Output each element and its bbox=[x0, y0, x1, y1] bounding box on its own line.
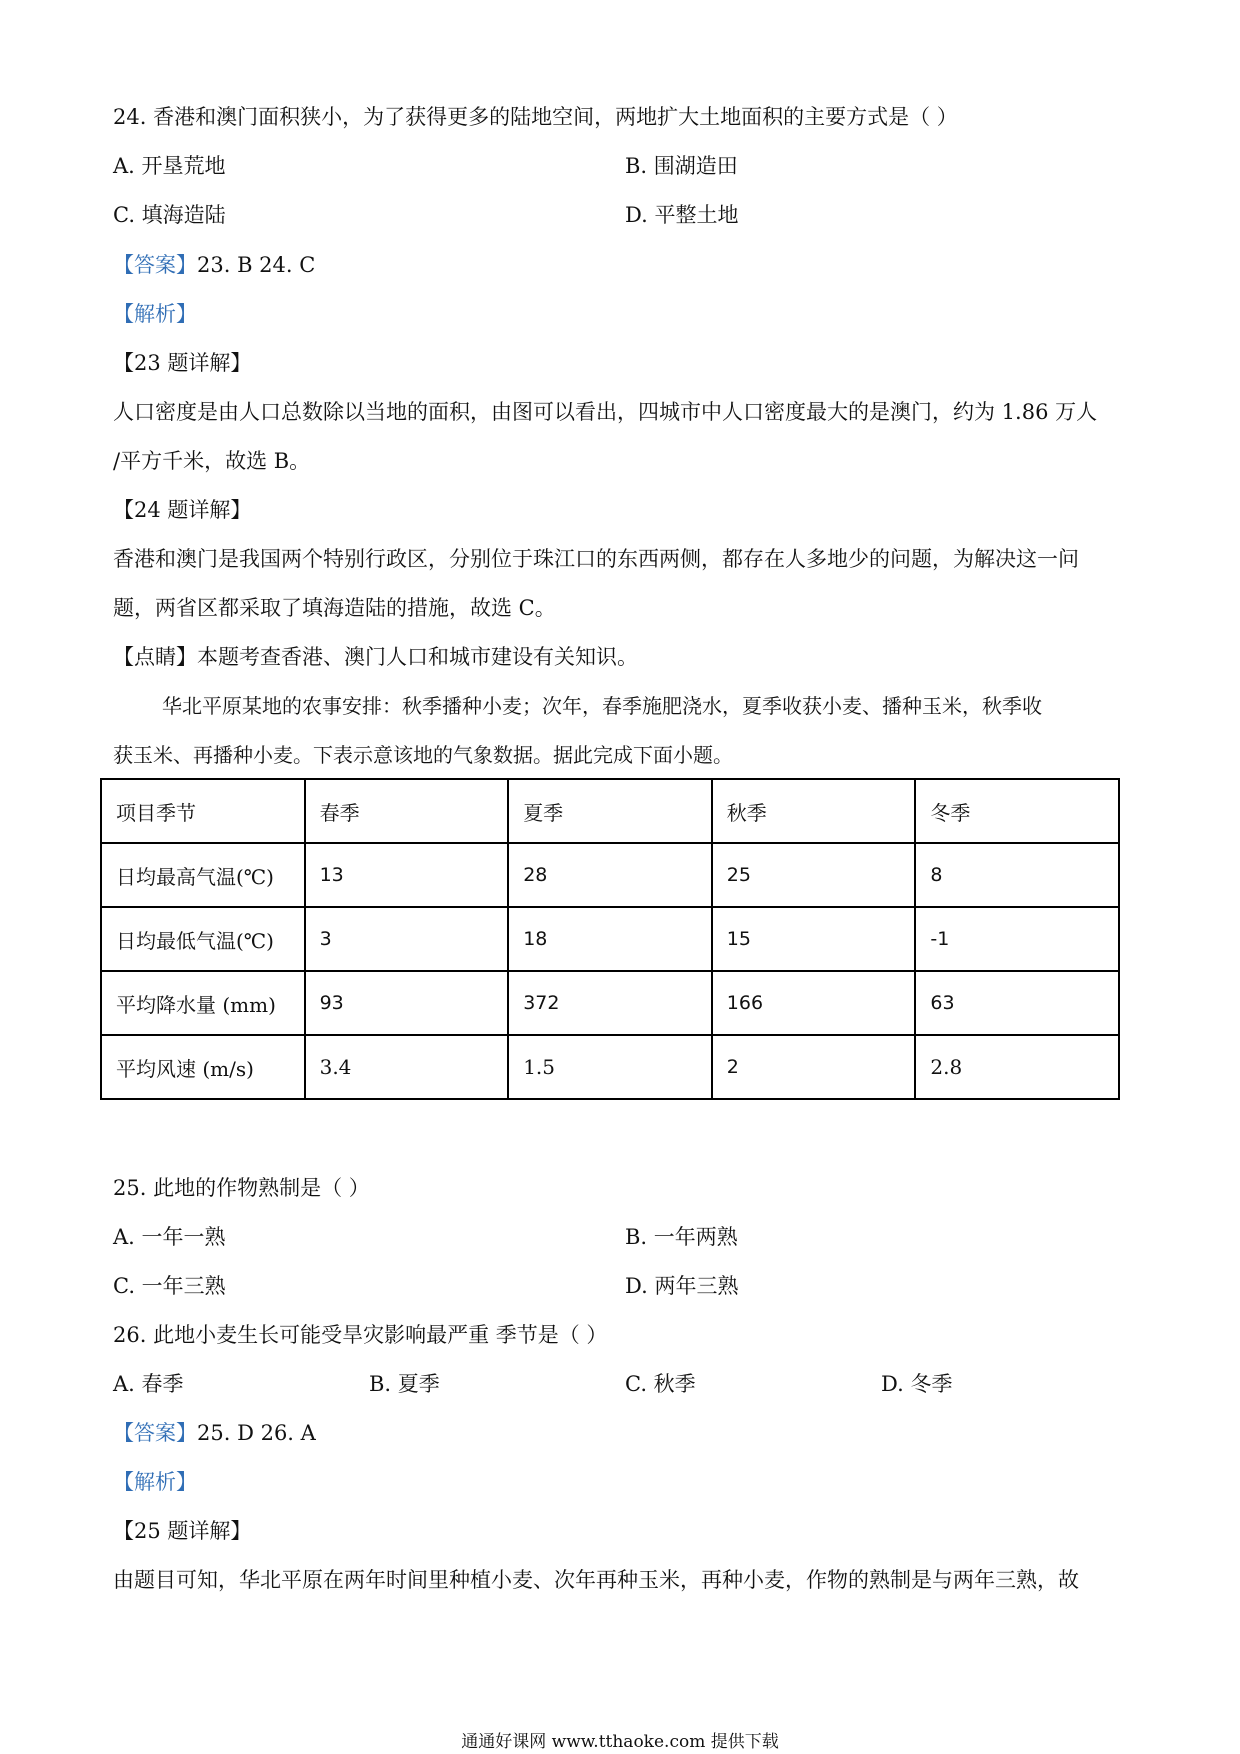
table-header-cell: 夏季 bbox=[508, 779, 712, 843]
table-cell: 13 bbox=[305, 843, 509, 907]
q25-stem: 25. 此地的作物熟制是（ ） bbox=[113, 1176, 370, 1200]
answer-text: 23. B 24. C bbox=[197, 253, 316, 277]
table-cell: 18 bbox=[508, 907, 712, 971]
answer-tag: 【答案】 bbox=[113, 253, 197, 277]
detail-24-line-2: 题，两省区都采取了填海造陆的措施，故选 C。 bbox=[113, 596, 556, 620]
detail-24-title: 【24 题详解】 bbox=[113, 498, 252, 522]
table-header-row bbox=[101, 779, 1119, 843]
table-row bbox=[101, 971, 1119, 1035]
detail-23-line-2: /平方千米，故选 B。 bbox=[113, 449, 311, 473]
weather-data-table bbox=[100, 778, 1120, 1100]
table-cell: -1 bbox=[915, 907, 1119, 971]
table-row bbox=[101, 907, 1119, 971]
q24-option-a: A. 开垦荒地 bbox=[113, 154, 226, 178]
detail-23-line-1: 人口密度是由人口总数除以当地的面积，由图可以看出，四城市中人口密度最大的是澳门，约为 1.86 万人 bbox=[113, 400, 1098, 424]
q24-option-c: C. 填海造陆 bbox=[113, 203, 226, 227]
detail-24-line-1: 香港和澳门是我国两个特别行政区，分别位于珠江口的东西两侧，都存在人多地少的问题，为解决这一问 bbox=[113, 547, 1079, 571]
analysis-tag-1: 【解析】 bbox=[113, 302, 197, 326]
q25-option-d: D. 两年三熟 bbox=[625, 1274, 739, 1298]
q26-option-c: C. 秋季 bbox=[625, 1372, 696, 1396]
q26-option-a: A. 春季 bbox=[113, 1372, 184, 1396]
table-header-cell: 春季 bbox=[305, 779, 509, 843]
table-header-cell: 秋季 bbox=[712, 779, 916, 843]
table-header-cell: 项目季节 bbox=[101, 779, 305, 843]
q26-stem: 26. 此地小麦生长可能受旱灾影响最严重 季节是（ ） bbox=[113, 1323, 608, 1347]
intro-line-2: 获玉米、再播种小麦。下表示意该地的气象数据。据此完成下面小题。 bbox=[113, 743, 733, 767]
q25-option-a: A. 一年一熟 bbox=[113, 1225, 226, 1249]
detail-25-line-1: 由题目可知，华北平原在两年时间里种植小麦、次年再种玉米，再种小麦，作物的熟制是与两年三熟，故 bbox=[113, 1568, 1079, 1592]
analysis-tag-2: 【解析】 bbox=[113, 1470, 197, 1494]
answer-text: 25. D 26. A bbox=[197, 1421, 316, 1445]
table-row-label: 日均最高气温(℃) bbox=[101, 843, 305, 907]
q24-option-b: B. 围湖造田 bbox=[625, 154, 738, 178]
answer-tag: 【答案】 bbox=[113, 1421, 197, 1445]
table-cell: 166 bbox=[712, 971, 916, 1035]
table-row bbox=[101, 1035, 1119, 1099]
table-cell: 3 bbox=[305, 907, 509, 971]
q26-option-d: D. 冬季 bbox=[881, 1372, 953, 1396]
q25-option-c: C. 一年三熟 bbox=[113, 1274, 226, 1298]
table-cell: 2 bbox=[712, 1035, 916, 1099]
table-cell: 28 bbox=[508, 843, 712, 907]
q24-option-d: D. 平整土地 bbox=[625, 203, 739, 227]
page-footer: 通通好课网 www.tthaoke.com 提供下载 bbox=[461, 1732, 779, 1752]
table-cell: 1.5 bbox=[508, 1035, 712, 1099]
table-header-cell: 冬季 bbox=[915, 779, 1119, 843]
q26-option-b: B. 夏季 bbox=[369, 1372, 440, 1396]
table-cell: 3.4 bbox=[305, 1035, 509, 1099]
table-row-label: 日均最低气温(℃) bbox=[101, 907, 305, 971]
table-cell: 93 bbox=[305, 971, 509, 1035]
intro-line-1: 华北平原某地的农事安排：秋季播种小麦；次年，春季施肥浇水，夏季收获小麦、播种玉米，秋季收 bbox=[162, 694, 1042, 718]
q25-option-b: B. 一年两熟 bbox=[625, 1225, 738, 1249]
table-row-label: 平均风速 (m/s) bbox=[101, 1035, 305, 1099]
table-cell: 25 bbox=[712, 843, 916, 907]
detail-25-title: 【25 题详解】 bbox=[113, 1519, 252, 1543]
table-cell: 15 bbox=[712, 907, 916, 971]
table-cell: 372 bbox=[508, 971, 712, 1035]
table-cell: 2.8 bbox=[915, 1035, 1119, 1099]
table-row bbox=[101, 843, 1119, 907]
key-point-note: 【点睛】本题考查香港、澳门人口和城市建设有关知识。 bbox=[113, 645, 638, 669]
table-cell: 8 bbox=[915, 843, 1119, 907]
table-row-label: 平均降水量 (mm) bbox=[101, 971, 305, 1035]
answer-line-2 bbox=[113, 1418, 316, 1448]
q24-stem: 24. 香港和澳门面积狭小，为了获得更多的陆地空间，两地扩大土地面积的主要方式是（ ） bbox=[113, 105, 958, 129]
detail-23-title: 【23 题详解】 bbox=[113, 351, 252, 375]
answer-line-1 bbox=[113, 250, 315, 280]
table-cell: 63 bbox=[915, 971, 1119, 1035]
